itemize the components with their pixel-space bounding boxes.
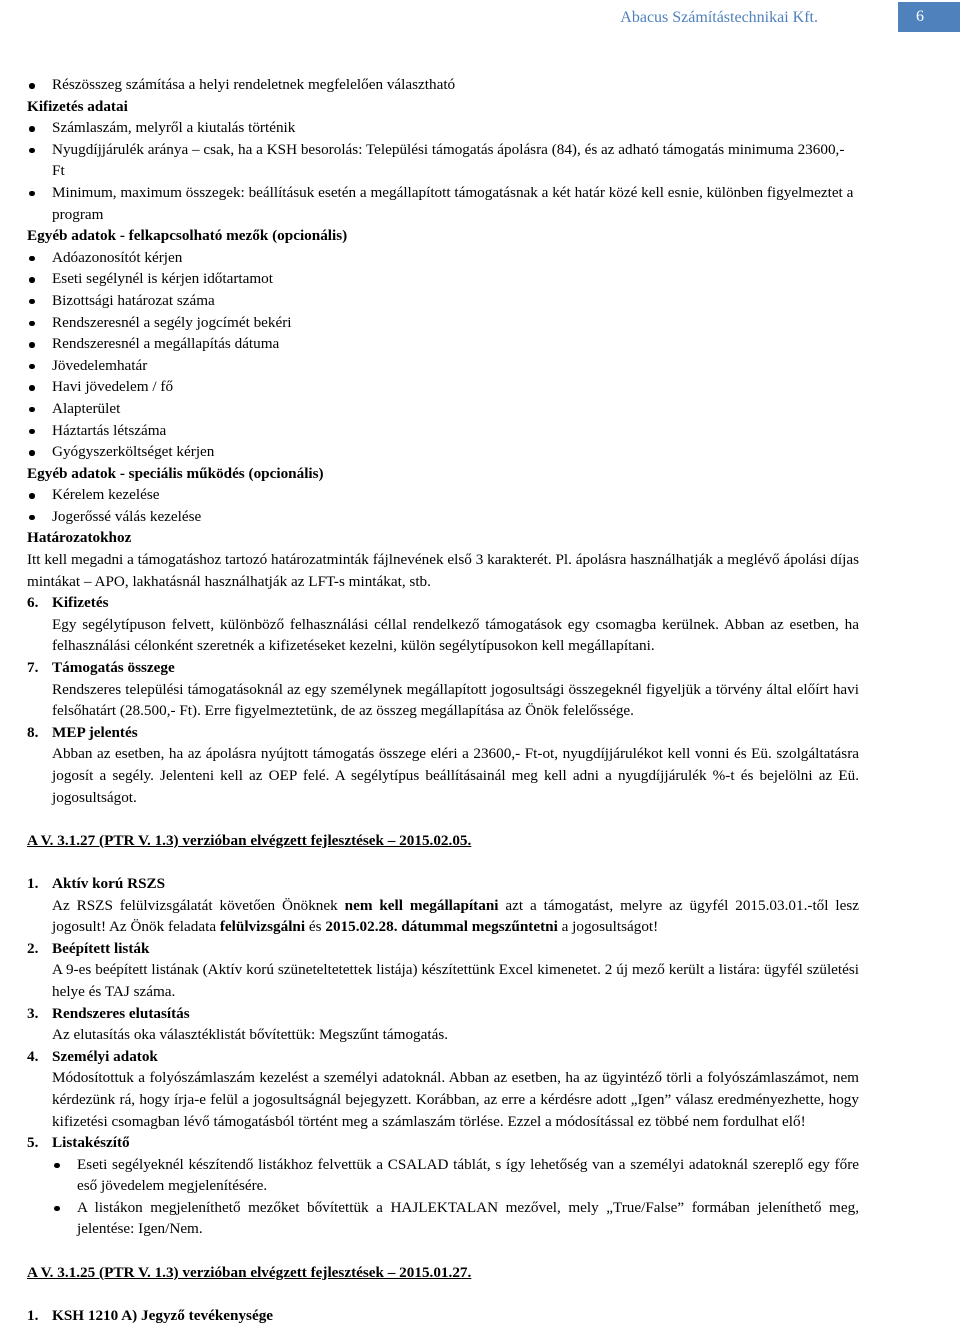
page-number: 6 [916, 8, 924, 25]
bullet-icon [54, 1206, 60, 1212]
section-title: Rendszeres elutasítás [52, 1004, 190, 1022]
numbered-section [27, 873, 859, 938]
section-text: Egy segélytípuson felvett, különböző felhasználási céllal rendelkező támogatások egy csomagba kerülnek. Abban az esetben, ha felhasználási célonként szeretnék a kifizetéseket kezelni, külön segélytípusokon kell megállapítani. [52, 615, 859, 655]
section-title: Támogatás összege [52, 659, 175, 677]
numbered-section [27, 938, 859, 1003]
section-heading-egyeb: Egyéb adatok - felkapcsolható mezők (opcionális) [27, 227, 348, 245]
section-number: 2. [27, 939, 39, 957]
bullet-item [27, 506, 859, 528]
bullet-text: Nyugdíjjárulék aránya – csak, ha a KSH besorolás: Települési támogatás ápolásra (84), és az adható támogatás minimuma 23600,- Ft [52, 140, 845, 180]
section-text: Módosítottuk a folyószámlaszám kezelést a személyi adatoknál. Abban az esetben, ha az ügyintéző törli a folyószámlaszámot, nem kérdezünk rá, hogy írja-e felül a jogosultságnál bejegyzett. Korábban, az erre a kérdésre adott „Igen” válasz eredményezhette, hogy kifizetési csomagban lévő támogatásból történt meg a számlaszám törlése. Ezzel a módosítással ez többé nem fordulhat elő! [52, 1069, 859, 1130]
bullet-item [27, 139, 859, 182]
section-text: A 9-es beépített listának (Aktív korú szüneteltetettek listája) készítettünk Excel kimenetet. 2 új mező került a listára: ügyfél születési helye és TAJ száma. [52, 961, 859, 1000]
bullet-text: Részösszeg számítása a helyi rendeletnek megfelelően választható [52, 76, 456, 93]
bullet-icon [29, 515, 35, 521]
section-text: Rendszeres települési támogatásoknál az egy személynek megállapított jogosultsági összegeknél figyeljük a törvény által előírt havi felsőhatárt (28.500,- Ft). Erre figyelmeztetünk, de az összeg megállapítása az Önök felelőssége. [52, 680, 859, 720]
spacer [27, 1283, 859, 1305]
numbered-section [27, 592, 859, 657]
spacer [27, 1240, 859, 1262]
bullet-text: Háztartás létszáma [52, 421, 167, 439]
spacer [27, 851, 859, 873]
section-text: Abban az esetben, ha az ápolásra nyújtott támogatás összege eléri a 23600,- Ft-ot, nyugdíjjárulékot kell vonni és Eü. szolgáltatásra jogosít a segély. Jelenteni kell az OEP felé. A segélytípus beállításainál meg kell adni a nyugdíjjárulék %-t és bejelölni az Eü. jogosultságot. [52, 745, 859, 806]
section-text [52, 895, 859, 938]
numbered-section [27, 1003, 859, 1046]
section-title: Személyi adatok [52, 1047, 158, 1065]
bullet-text: Gyógyszerköltséget kérjen [52, 443, 215, 461]
bullet-item [27, 355, 859, 377]
bullet-text: Alapterület [52, 399, 121, 417]
bullet-item [27, 398, 859, 420]
text-run: és [305, 918, 326, 936]
paragraph: Itt kell megadni a támogatáshoz tartozó határozatminták fájlnevének első 3 karakterét. Pl. ápolásra használhatják a meglévő ápolási díjas mintákat – APO, lakhatásnál használhatják az LFT-s mintákat, stb. [27, 551, 859, 590]
section-heading-kifizetes: Kifizetés adatai [27, 97, 128, 115]
section-title: Beépített listák [52, 939, 150, 957]
bullet-text: Havi jövedelem / fő [52, 378, 174, 396]
bullet-item [27, 268, 859, 290]
bullet-text: Számlaszám, melyről a kiutalás történik [52, 119, 296, 137]
bullet-icon [29, 256, 35, 262]
version-heading: A V. 3.1.25 (PTR V. 1.3) verzióban elvégzett fejlesztések – 2015.01.27. [27, 1263, 472, 1281]
section-number: 4. [27, 1047, 39, 1065]
bullet-item [27, 182, 859, 225]
numbered-section [27, 657, 859, 722]
section-number: 3. [27, 1004, 39, 1022]
bullet-icon [29, 429, 35, 435]
numbered-section [27, 1305, 859, 1327]
bullet-text: Minimum, maximum összegek: beállításuk esetén a megállapított támogatásnak a két határ közé kell esnie, különben figyelmeztet a program [52, 183, 854, 223]
section-number: 5. [27, 1134, 39, 1152]
bullet-text: Eseti segélyeknél készítendő listákhoz felvettük a CSALAD táblát, s így lehetőség van a személyi adatoknál szereplő egy főre eső jövedelem megjelenítésére. [77, 1155, 859, 1195]
bullet-item [27, 441, 859, 463]
bullet-item [27, 74, 859, 96]
section-heading-specialis: Egyéb adatok - speciális működés (opcionális) [27, 464, 324, 482]
numbered-section [27, 1046, 859, 1132]
text-run-bold: 2015.02.28. dátummal megszűntetni [325, 918, 558, 936]
section-number: 1. [27, 874, 39, 892]
spacer [27, 808, 859, 830]
bullet-item [27, 376, 859, 398]
bullet-icon [54, 1163, 60, 1169]
bullet-text: Eseti segélynél is kérjen időtartamot [52, 270, 273, 288]
bullet-item [27, 333, 859, 355]
bullet-text: Rendszeresnél a segély jogcímét bekéri [52, 313, 292, 331]
bullet-icon [29, 321, 35, 327]
bullet-icon [29, 364, 35, 370]
section-title: Aktív korú RSZS [52, 874, 166, 892]
bullet-text: Adóazonosítót kérjen [52, 248, 183, 266]
section-text: Az elutasítás oka választéklistát bővítettük: Megszűnt támogatás. [52, 1026, 449, 1044]
text-run: azt a támogatást, melyre az ügyfél 2015.03.01.-től lesz jogosult! Az Önök feladata [52, 896, 859, 936]
page-header [0, 2, 960, 32]
section-title: Listakészítő [52, 1134, 130, 1152]
header-company-name: Abacus Számítástechnikai Kft. [620, 9, 818, 26]
bullet-item [27, 290, 859, 312]
section-number: 1. [27, 1306, 39, 1324]
bullet-icon [29, 148, 35, 154]
bullet-icon [29, 277, 35, 283]
text-run: Az RSZS felülvizsgálatát követően Önöknek [52, 896, 345, 914]
bullet-text: A listákon megjeleníthető mezőket bővítettük a HAJLEKTALAN mezővel, mely „True/False” formában jeleníthető meg, jelentése: Igen/Nem. [77, 1198, 859, 1238]
bullet-text: Jövedelemhatár [52, 356, 148, 374]
numbered-section [27, 1132, 859, 1154]
bullet-icon [29, 191, 35, 197]
bullet-icon [29, 385, 35, 391]
bullet-item [27, 117, 859, 139]
bullet-text: Jogerőssé válás kezelése [52, 507, 202, 525]
bullet-item [27, 484, 859, 506]
section-number: 6. [27, 594, 39, 612]
text-run: a jogosultságot! [557, 918, 659, 936]
bullet-text: Bizottsági határozat száma [52, 291, 215, 309]
bullet-text: Kérelem kezelése [52, 486, 160, 504]
section-heading-hatarozat: Határozatokhoz [27, 529, 132, 547]
bullet-icon [29, 83, 35, 89]
document-body [27, 74, 859, 1326]
bullet-icon [29, 450, 35, 456]
version-heading: A V. 3.1.27 (PTR V. 1.3) verzióban elvégzett fejlesztések – 2015.02.05. [27, 831, 472, 849]
page-number-badge [898, 2, 960, 32]
text-run-bold: nem kell megállapítani [344, 896, 499, 914]
bullet-text: Rendszeresnél a megállapítás dátuma [52, 335, 280, 353]
bullet-item [27, 247, 859, 269]
bullet-item [27, 420, 859, 442]
text-run-bold: felülvizsgálni [219, 918, 306, 936]
bullet-item [27, 312, 859, 334]
numbered-section [27, 722, 859, 808]
bullet-icon [29, 493, 35, 499]
section-title: MEP jelentés [52, 723, 138, 741]
section-title: KSH 1210 A) Jegyző tevékenysége [52, 1306, 274, 1324]
bullet-icon [29, 126, 35, 132]
bullet-icon [29, 299, 35, 305]
bullet-item [27, 1154, 859, 1197]
bullet-icon [29, 407, 35, 413]
section-number: 7. [27, 659, 39, 677]
bullet-item [27, 1197, 859, 1240]
section-title: Kifizetés [52, 594, 109, 612]
bullet-icon [29, 342, 35, 348]
section-number: 8. [27, 723, 39, 741]
